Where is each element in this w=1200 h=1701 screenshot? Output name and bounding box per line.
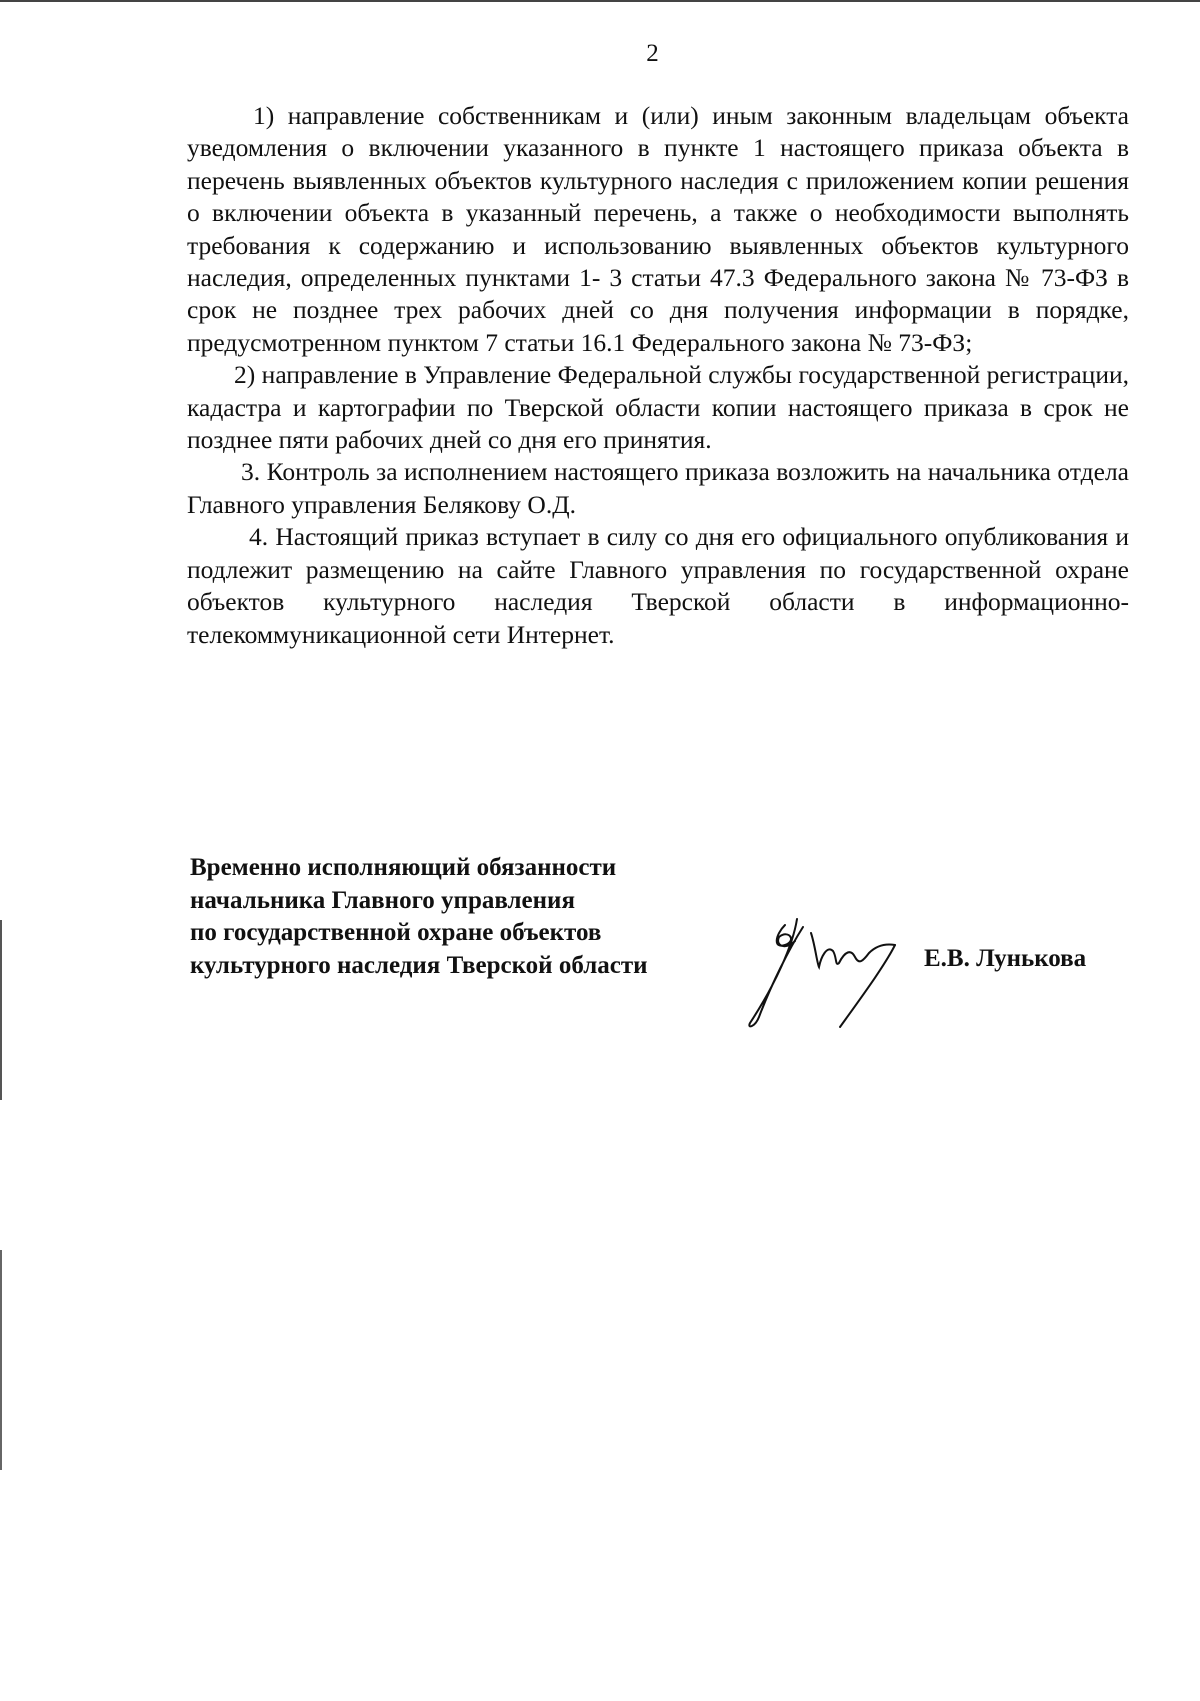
paragraph-item-1: 1) направление собственникам и (или) иным законным владельцам объекта уведомления о включении указанного в пункте 1 настоящего приказа объекта в перечень выявленных объектов культурного наследия с приложением копии решения о включении объекта в указанный перечень, а также о необходимости выполнять требования к содержанию и использованию выявленных объектов культурного наследия, определенных пунктами 1- 3 статьи 47.3 Федерального закона № 73-ФЗ в срок не позднее трех рабочих дней со дня получения информации в порядке, предусмотренном пунктом 7 статьи 16.1 Федерального закона № 73-ФЗ; <box>187 101 1129 357</box>
paragraph-effective: 4. Настоящий приказ вступает в силу со дня его официального опубликования и подлежит размещению на сайте Главного управления по государственной охране объектов культурного наследия Тверской области в информационно-телекоммуникационной сети Интернет. <box>187 522 1129 649</box>
signer-position-line: начальника Главного управления <box>190 886 575 914</box>
signer-position <box>190 852 750 982</box>
signer-position-line: культурного наследия Тверской области <box>190 951 648 979</box>
signer-position-line: Временно исполняющий обязанности <box>190 854 617 881</box>
paragraph-control: 3. Контроль за исполнением настоящего приказа возложить на начальника отдела Главного управления Белякову О.Д. <box>187 457 1129 519</box>
scan-border-left <box>0 920 2 1100</box>
paragraph-item-2: 2) направление в Управление Федеральной службы государственной регистрации, кадастра и картографии по Тверской области копии настоящего приказа в срок не позднее пяти рабочих дней со дня его принятия. <box>187 360 1129 455</box>
document-body <box>187 100 1129 651</box>
signer-name: Е.В. Лунькова <box>924 945 1087 972</box>
signer-position-line: по государственной охране объектов <box>190 919 602 946</box>
scan-border-left-lower <box>0 1250 2 1470</box>
handwritten-signature-icon <box>745 905 920 1035</box>
scan-border-top <box>0 0 1200 2</box>
page-number: 2 <box>646 40 659 67</box>
